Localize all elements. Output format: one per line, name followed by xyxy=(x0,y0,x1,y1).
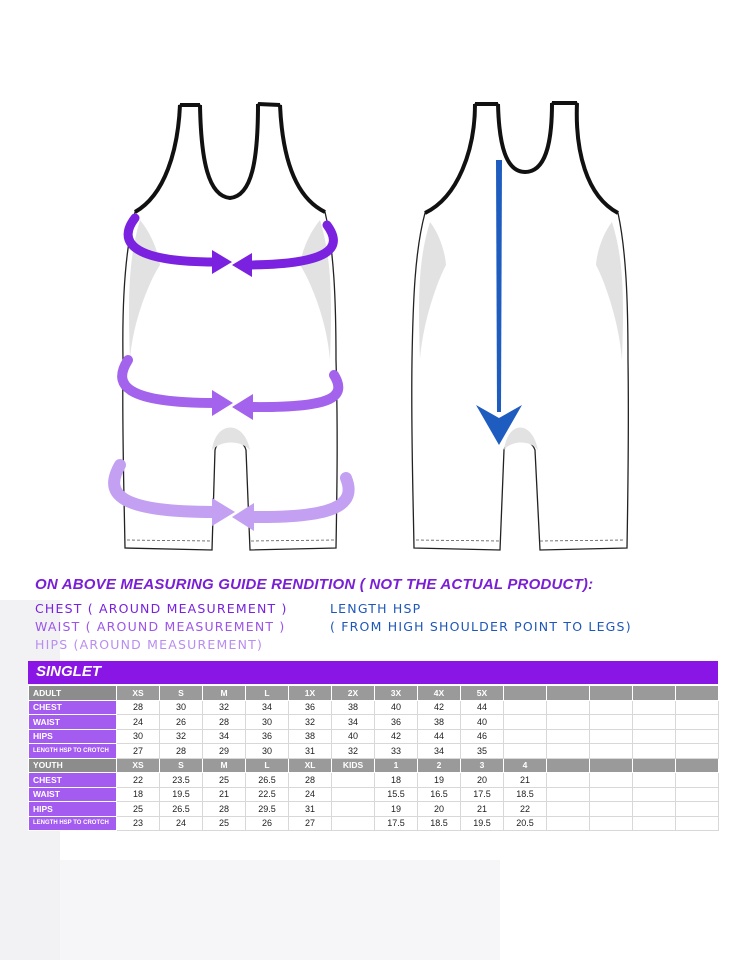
table-row xyxy=(29,802,719,817)
size-header-cell: 1 xyxy=(375,758,418,773)
size-header-cell: 5X xyxy=(461,686,504,701)
table-row xyxy=(29,700,719,715)
size-value-cell: 31 xyxy=(289,802,332,817)
size-value-cell: 26 xyxy=(160,715,203,730)
size-header-cell xyxy=(590,686,633,701)
size-chart-table xyxy=(28,685,719,831)
size-value-cell xyxy=(332,787,375,802)
hips-arrowhead-right xyxy=(232,503,254,531)
table-row xyxy=(29,816,719,831)
table-row xyxy=(29,729,719,744)
size-value-cell: 17.5 xyxy=(375,816,418,831)
measurement-label-cell: CHEST xyxy=(29,700,117,715)
size-value-cell: 27 xyxy=(289,816,332,831)
size-value-cell: 34 xyxy=(203,729,246,744)
size-header-cell xyxy=(547,758,590,773)
size-value-cell: 44 xyxy=(418,729,461,744)
size-value-cell: 25 xyxy=(117,802,160,817)
size-value-cell: 16.5 xyxy=(418,787,461,802)
size-value-cell: 30 xyxy=(117,729,160,744)
size-table-title: SINGLET xyxy=(36,663,102,680)
size-value-cell xyxy=(590,773,633,788)
size-value-cell xyxy=(633,773,676,788)
size-value-cell: 35 xyxy=(461,744,504,759)
size-value-cell xyxy=(676,816,719,831)
size-value-cell: 15.5 xyxy=(375,787,418,802)
size-header-cell xyxy=(633,758,676,773)
measurement-label-cell: HIPS xyxy=(29,802,117,817)
size-header-cell: 4 xyxy=(504,758,547,773)
size-value-cell xyxy=(633,715,676,730)
size-value-cell: 22 xyxy=(504,802,547,817)
size-value-cell xyxy=(590,816,633,831)
size-value-cell: 34 xyxy=(418,744,461,759)
size-value-cell xyxy=(633,787,676,802)
size-value-cell xyxy=(590,700,633,715)
table-header-row xyxy=(29,686,719,701)
size-value-cell: 30 xyxy=(246,715,289,730)
size-value-cell: 32 xyxy=(289,715,332,730)
size-value-cell xyxy=(676,700,719,715)
size-header-cell: M xyxy=(203,686,246,701)
size-value-cell xyxy=(332,816,375,831)
size-header-cell: M xyxy=(203,758,246,773)
size-header-cell xyxy=(676,758,719,773)
size-value-cell: 25 xyxy=(203,816,246,831)
size-value-cell: 18.5 xyxy=(418,816,461,831)
size-header-cell: 1X xyxy=(289,686,332,701)
size-value-cell: 26.5 xyxy=(246,773,289,788)
size-value-cell: 24 xyxy=(117,715,160,730)
size-value-cell xyxy=(547,729,590,744)
size-value-cell: 29.5 xyxy=(246,802,289,817)
size-value-cell xyxy=(590,729,633,744)
size-header-cell: XL xyxy=(289,758,332,773)
size-header-cell: S xyxy=(160,686,203,701)
size-value-cell: 38 xyxy=(418,715,461,730)
size-value-cell: 21 xyxy=(461,802,504,817)
size-value-cell: 33 xyxy=(375,744,418,759)
size-value-cell: 25 xyxy=(203,773,246,788)
size-value-cell xyxy=(633,802,676,817)
measuring-guide-title: ON ABOVE MEASURING GUIDE RENDITION ( NOT THE ACTUAL PRODUCT): xyxy=(35,576,594,593)
size-value-cell: 40 xyxy=(332,729,375,744)
size-value-cell: 36 xyxy=(289,700,332,715)
size-value-cell: 28 xyxy=(203,802,246,817)
size-value-cell: 17.5 xyxy=(461,787,504,802)
measurement-label-cell: LENGTH HSP TO CROTCH xyxy=(29,816,117,831)
size-value-cell xyxy=(633,816,676,831)
group-label-cell: ADULT xyxy=(29,686,117,701)
length-legend-description: ( FROM HIGH SHOULDER POINT TO LEGS) xyxy=(330,619,632,634)
size-header-cell: S xyxy=(160,758,203,773)
size-value-cell: 31 xyxy=(289,744,332,759)
size-value-cell: 22.5 xyxy=(246,787,289,802)
group-label-cell: YOUTH xyxy=(29,758,117,773)
table-row xyxy=(29,715,719,730)
size-value-cell: 20.5 xyxy=(504,816,547,831)
size-value-cell xyxy=(633,744,676,759)
size-value-cell: 30 xyxy=(160,700,203,715)
size-value-cell xyxy=(547,715,590,730)
size-value-cell: 19.5 xyxy=(461,816,504,831)
size-header-cell xyxy=(676,686,719,701)
size-header-cell: 4X xyxy=(418,686,461,701)
size-value-cell: 38 xyxy=(332,700,375,715)
size-value-cell xyxy=(547,744,590,759)
size-value-cell xyxy=(676,787,719,802)
hips-arrowhead-left xyxy=(212,498,235,526)
size-value-cell xyxy=(332,773,375,788)
size-value-cell: 26 xyxy=(246,816,289,831)
back-singlet-figure xyxy=(412,103,629,550)
measurement-label-cell: WAIST xyxy=(29,787,117,802)
size-header-cell: KIDS xyxy=(332,758,375,773)
measurement-label-cell: WAIST xyxy=(29,715,117,730)
size-value-cell: 34 xyxy=(246,700,289,715)
size-value-cell: 22 xyxy=(117,773,160,788)
size-value-cell xyxy=(590,802,633,817)
front-strap-top-right xyxy=(258,104,280,105)
size-value-cell: 23 xyxy=(117,816,160,831)
size-value-cell xyxy=(547,787,590,802)
size-value-cell xyxy=(676,773,719,788)
size-value-cell: 34 xyxy=(332,715,375,730)
size-value-cell: 40 xyxy=(461,715,504,730)
size-value-cell: 24 xyxy=(289,787,332,802)
size-value-cell: 19 xyxy=(375,802,418,817)
front-singlet-figure xyxy=(114,104,348,550)
size-value-cell: 26.5 xyxy=(160,802,203,817)
measurement-label-cell: CHEST xyxy=(29,773,117,788)
size-value-cell xyxy=(676,715,719,730)
size-header-cell: L xyxy=(246,758,289,773)
measurement-label-cell: HIPS xyxy=(29,729,117,744)
size-header-cell: 3 xyxy=(461,758,504,773)
table-header-row xyxy=(29,758,719,773)
table-row xyxy=(29,773,719,788)
size-header-cell xyxy=(504,686,547,701)
size-value-cell xyxy=(504,700,547,715)
size-value-cell: 46 xyxy=(461,729,504,744)
size-header-cell xyxy=(547,686,590,701)
table-row xyxy=(29,744,719,759)
size-value-cell: 19 xyxy=(418,773,461,788)
size-value-cell: 32 xyxy=(203,700,246,715)
size-value-cell: 40 xyxy=(375,700,418,715)
size-value-cell: 18 xyxy=(117,787,160,802)
waist-legend: WAIST ( AROUND MEASUREMENT ) xyxy=(35,619,286,634)
size-value-cell xyxy=(676,802,719,817)
front-singlet-outline xyxy=(123,104,337,550)
length-arrow-shaft xyxy=(496,160,502,412)
size-value-cell: 36 xyxy=(246,729,289,744)
size-value-cell: 29 xyxy=(203,744,246,759)
size-table-banner xyxy=(28,661,718,684)
size-value-cell: 21 xyxy=(203,787,246,802)
size-value-cell: 24 xyxy=(160,816,203,831)
size-value-cell: 42 xyxy=(418,700,461,715)
size-value-cell xyxy=(590,744,633,759)
size-value-cell: 42 xyxy=(375,729,418,744)
measurement-label-cell: LENGTH HSP TO CROTCH xyxy=(29,744,117,759)
size-value-cell: 28 xyxy=(289,773,332,788)
size-value-cell: 18 xyxy=(375,773,418,788)
size-header-cell: 2X xyxy=(332,686,375,701)
size-value-cell: 19.5 xyxy=(160,787,203,802)
size-value-cell xyxy=(676,744,719,759)
size-value-cell xyxy=(547,700,590,715)
size-value-cell: 28 xyxy=(160,744,203,759)
size-value-cell: 23.5 xyxy=(160,773,203,788)
size-value-cell: 32 xyxy=(332,744,375,759)
size-header-cell: L xyxy=(246,686,289,701)
size-value-cell: 36 xyxy=(375,715,418,730)
size-value-cell: 20 xyxy=(461,773,504,788)
size-value-cell: 18.5 xyxy=(504,787,547,802)
size-value-cell xyxy=(504,729,547,744)
size-header-cell: 3X xyxy=(375,686,418,701)
hips-legend: HIPS (AROUND MEASUREMENT) xyxy=(35,637,264,652)
size-value-cell xyxy=(633,700,676,715)
size-header-cell xyxy=(590,758,633,773)
size-header-cell: XS xyxy=(117,758,160,773)
size-value-cell xyxy=(547,816,590,831)
size-value-cell xyxy=(547,773,590,788)
size-value-cell xyxy=(590,715,633,730)
size-value-cell: 30 xyxy=(246,744,289,759)
size-header-cell: 2 xyxy=(418,758,461,773)
size-value-cell: 20 xyxy=(418,802,461,817)
chest-legend: CHEST ( AROUND MEASUREMENT ) xyxy=(35,601,288,616)
size-value-cell: 27 xyxy=(117,744,160,759)
size-value-cell xyxy=(590,787,633,802)
size-value-cell xyxy=(676,729,719,744)
size-value-cell: 32 xyxy=(160,729,203,744)
size-value-cell: 28 xyxy=(117,700,160,715)
size-value-cell xyxy=(633,729,676,744)
size-value-cell: 21 xyxy=(504,773,547,788)
size-value-cell xyxy=(332,802,375,817)
size-value-cell xyxy=(504,744,547,759)
length-legend-title: LENGTH HSP xyxy=(330,601,422,616)
size-value-cell: 38 xyxy=(289,729,332,744)
background-shape-bottom xyxy=(60,860,500,960)
size-value-cell xyxy=(547,802,590,817)
size-header-cell xyxy=(633,686,676,701)
size-value-cell: 28 xyxy=(203,715,246,730)
table-row xyxy=(29,787,719,802)
size-header-cell: XS xyxy=(117,686,160,701)
size-value-cell: 44 xyxy=(461,700,504,715)
size-value-cell xyxy=(504,715,547,730)
